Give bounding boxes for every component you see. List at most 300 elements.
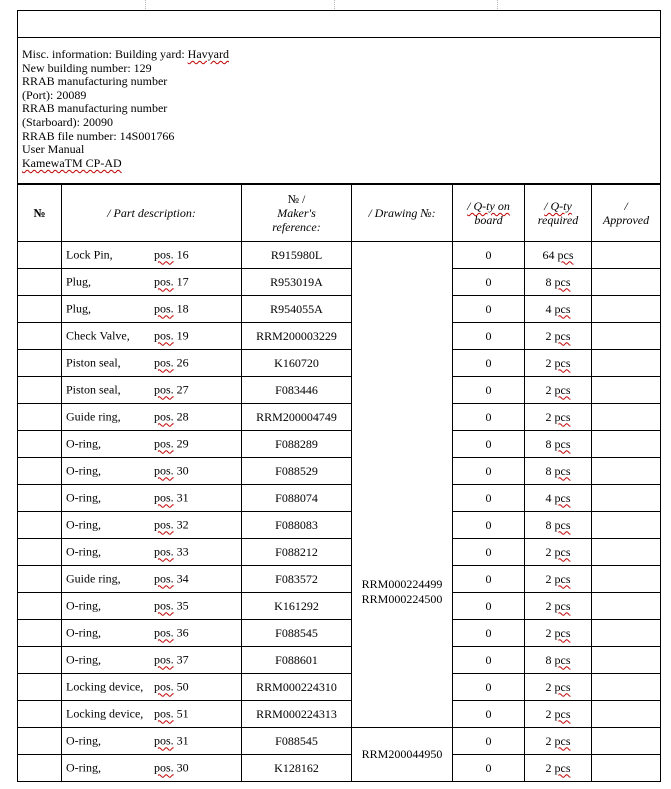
- maker-reference-cell: RRM000224313: [242, 701, 352, 728]
- info-line: RRAB file number: 14S001766: [22, 128, 175, 143]
- part-description-cell: [62, 755, 242, 782]
- info-line: User Manual: [22, 142, 85, 157]
- maker-reference-cell: F083572: [242, 566, 352, 593]
- qty-unit: pcs: [554, 760, 571, 775]
- qty-value: 2: [545, 760, 552, 775]
- qty-unit: pcs: [554, 436, 571, 451]
- table-row: [18, 512, 661, 539]
- qty-on-board-cell: 0: [453, 242, 525, 269]
- row-number-cell: [18, 539, 62, 566]
- maker-reference-cell: F088289: [242, 431, 352, 458]
- header-qty-board-line: / Q-ty on: [467, 199, 510, 213]
- qty-value: 2: [545, 571, 552, 586]
- pos-number: 33: [173, 544, 189, 559]
- table-row: [18, 674, 661, 701]
- qty-on-board-cell: 0: [453, 296, 525, 323]
- approved-cell: [592, 323, 661, 350]
- row-number-cell: [18, 512, 62, 539]
- part-position: [154, 410, 189, 425]
- part-position: [154, 302, 189, 317]
- qty-value: 4: [545, 301, 552, 316]
- part-position: [154, 734, 189, 749]
- qty-unit: pcs: [554, 598, 571, 613]
- qty-on-board-cell: 0: [453, 485, 525, 512]
- approved-cell: [592, 539, 661, 566]
- part-position: [154, 518, 189, 533]
- qty-unit: pcs: [554, 409, 571, 424]
- column-guide: [497, 0, 498, 9]
- part-position: [154, 680, 189, 695]
- header-qty-on-board: [453, 185, 525, 242]
- pos-label: pos.: [154, 355, 174, 370]
- maker-reference-cell: F088529: [242, 458, 352, 485]
- row-number-cell: [18, 755, 62, 782]
- qty-value: 4: [545, 490, 552, 505]
- row-number-cell: [18, 566, 62, 593]
- pos-number: 31: [173, 733, 189, 748]
- qty-value: 8: [545, 652, 552, 667]
- pos-number: 29: [173, 436, 189, 451]
- maker-reference-cell: F088074: [242, 485, 352, 512]
- part-name: O-ring,: [66, 517, 101, 532]
- qty-required-cell: [525, 296, 592, 323]
- qty-on-board-cell: 0: [453, 458, 525, 485]
- part-name: O-ring,: [66, 490, 101, 505]
- row-number-cell: [18, 728, 62, 755]
- table-row: [18, 647, 661, 674]
- maker-reference-cell: F083446: [242, 377, 352, 404]
- approved-cell: [592, 755, 661, 782]
- part-description-cell: [62, 296, 242, 323]
- qty-on-board-cell: 0: [453, 404, 525, 431]
- row-number-cell: [18, 593, 62, 620]
- header-ref-line: reference:: [272, 220, 321, 234]
- qty-required-cell: [525, 458, 592, 485]
- part-name: O-ring,: [66, 436, 101, 451]
- qty-on-board-cell: 0: [453, 674, 525, 701]
- qty-on-board-cell: 0: [453, 431, 525, 458]
- part-name: O-ring,: [66, 598, 101, 613]
- pos-number: 28: [173, 409, 189, 424]
- qty-value: 2: [545, 382, 552, 397]
- part-position: [154, 626, 189, 641]
- part-description-cell: [62, 512, 242, 539]
- drawing-number-cell: [352, 458, 453, 728]
- qty-value: 2: [545, 544, 552, 559]
- approved-cell: [592, 404, 661, 431]
- info-label: Misc. information: Building yard:: [22, 47, 188, 61]
- part-name: O-ring,: [66, 625, 101, 640]
- top-strip: [17, 0, 660, 9]
- qty-required-cell: [525, 323, 592, 350]
- table-row: [18, 539, 661, 566]
- table-row: [18, 458, 661, 485]
- part-name: O-ring,: [66, 463, 101, 478]
- pos-number: 30: [173, 760, 189, 775]
- maker-reference-cell: F088212: [242, 539, 352, 566]
- info-line: (Starboard): 20090: [22, 114, 113, 129]
- part-description-cell: [62, 539, 242, 566]
- approved-cell: [592, 674, 661, 701]
- row-number-cell: [18, 485, 62, 512]
- part-position: [154, 707, 189, 722]
- part-position: [154, 248, 189, 263]
- header-approved-line: Approved: [602, 213, 650, 227]
- qty-unit: pcs: [554, 544, 571, 559]
- pos-label: pos.: [154, 274, 174, 289]
- pos-label: pos.: [154, 517, 174, 532]
- pos-number: 30: [173, 463, 189, 478]
- pos-label: pos.: [154, 679, 174, 694]
- header-qty-req-line: / Q-ty: [544, 199, 572, 213]
- row-number-cell: [18, 431, 62, 458]
- header-drawing-number: / Drawing №:: [352, 185, 453, 242]
- approved-cell: [592, 485, 661, 512]
- approved-cell: [592, 728, 661, 755]
- approved-cell: [592, 377, 661, 404]
- qty-unit: pcs: [554, 328, 571, 343]
- qty-unit: pcs: [557, 247, 574, 262]
- approved-cell: [592, 566, 661, 593]
- part-description-cell: [62, 269, 242, 296]
- part-description-cell: [62, 242, 242, 269]
- qty-value: 2: [545, 706, 552, 721]
- part-position: [154, 491, 189, 506]
- table-row: [18, 485, 661, 512]
- part-description-cell: [62, 377, 242, 404]
- qty-on-board-cell: 0: [453, 377, 525, 404]
- pos-label: pos.: [154, 490, 174, 505]
- qty-on-board-cell: 0: [453, 593, 525, 620]
- header-part-description: / Part description:: [62, 185, 242, 242]
- approved-cell: [592, 350, 661, 377]
- approved-cell: [592, 512, 661, 539]
- part-position: [154, 383, 189, 398]
- qty-unit: pcs: [554, 733, 571, 748]
- qty-value: 2: [545, 679, 552, 694]
- part-description-cell: [62, 458, 242, 485]
- row-number-cell: [18, 242, 62, 269]
- approved-cell: [592, 593, 661, 620]
- pos-number: 27: [173, 382, 189, 397]
- pos-label: pos.: [154, 436, 174, 451]
- pos-label: pos.: [154, 328, 174, 343]
- qty-value: 64: [542, 247, 555, 262]
- table-row: [18, 377, 661, 404]
- pos-label: pos.: [154, 409, 174, 424]
- part-name: O-ring,: [66, 652, 101, 667]
- qty-on-board-cell: 0: [453, 620, 525, 647]
- maker-reference-cell: RRM000224310: [242, 674, 352, 701]
- qty-required-cell: [525, 593, 592, 620]
- part-position: [154, 275, 189, 290]
- pos-label: pos.: [154, 463, 174, 478]
- part-position: [154, 761, 189, 776]
- pos-number: 51: [173, 706, 189, 721]
- qty-required-cell: [525, 701, 592, 728]
- part-name: O-ring,: [66, 544, 101, 559]
- drawing-number: RRM000224500: [361, 592, 443, 607]
- header-approved-line: /: [624, 199, 628, 213]
- pos-number: 26: [173, 355, 189, 370]
- info-line: New building number: 129: [22, 60, 152, 75]
- qty-value: 2: [545, 733, 552, 748]
- drawing-number: RRM200044950: [361, 747, 443, 761]
- qty-required-cell: [525, 377, 592, 404]
- info-line: [22, 48, 229, 62]
- part-position: [154, 464, 189, 479]
- table-row: [18, 728, 661, 755]
- maker-reference-cell: R953019A: [242, 269, 352, 296]
- header-approved: [592, 185, 661, 242]
- part-position: [154, 545, 189, 560]
- maker-reference-cell: R954055A: [242, 296, 352, 323]
- maker-reference-cell: RRM200003229: [242, 323, 352, 350]
- header-ref-line: № /: [287, 192, 306, 206]
- qty-on-board-cell: 0: [453, 539, 525, 566]
- approved-cell: [592, 296, 661, 323]
- maker-reference-cell: K160720: [242, 350, 352, 377]
- part-description-cell: [62, 701, 242, 728]
- maker-reference-cell: F088601: [242, 647, 352, 674]
- table-row: [18, 566, 661, 593]
- part-name: Piston seal,: [66, 355, 121, 370]
- row-number-cell: [18, 350, 62, 377]
- drawing-number-cell: [352, 242, 453, 458]
- qty-required-cell: [525, 674, 592, 701]
- part-name: Piston seal,: [66, 382, 121, 397]
- row-number-cell: [18, 269, 62, 296]
- pos-label: pos.: [154, 571, 174, 586]
- info-line: (Port): 20089: [22, 87, 87, 102]
- part-description-cell: [62, 647, 242, 674]
- building-yard: Havyard: [187, 47, 229, 61]
- pos-label: pos.: [154, 760, 174, 775]
- part-description-cell: [62, 431, 242, 458]
- pos-number: 36: [173, 625, 189, 640]
- part-position: [154, 329, 189, 344]
- header-qty-required: [525, 185, 592, 242]
- parts-table: [17, 184, 661, 782]
- drawing-number-cell: [352, 728, 453, 782]
- qty-required-cell: [525, 566, 592, 593]
- pos-number: 35: [173, 598, 189, 613]
- qty-required-cell: [525, 350, 592, 377]
- pos-label: pos.: [154, 652, 174, 667]
- table-row: [18, 755, 661, 782]
- qty-on-board-cell: 0: [453, 755, 525, 782]
- qty-unit: pcs: [554, 301, 571, 316]
- approved-cell: [592, 431, 661, 458]
- part-position: [154, 437, 189, 452]
- part-description-cell: [62, 674, 242, 701]
- pos-label: pos.: [154, 544, 174, 559]
- pos-number: 50: [173, 679, 189, 694]
- header-row: [18, 185, 661, 242]
- qty-required-cell: [525, 647, 592, 674]
- column-guide: [334, 0, 335, 9]
- qty-unit: pcs: [554, 679, 571, 694]
- qty-on-board-cell: 0: [453, 701, 525, 728]
- info-line: RRAB manufacturing number: [22, 74, 168, 89]
- part-name: Guide ring,: [66, 571, 121, 586]
- part-name: Guide ring,: [66, 409, 121, 424]
- part-name: Plug,: [66, 274, 92, 289]
- part-description-cell: [62, 593, 242, 620]
- part-description-cell: [62, 728, 242, 755]
- part-name: Lock Pin,: [66, 247, 113, 262]
- qty-unit: pcs: [554, 490, 571, 505]
- header-qty-board-line: board: [474, 213, 503, 227]
- part-description-cell: [62, 350, 242, 377]
- part-name: O-ring,: [66, 760, 101, 775]
- info-line: RRAB manufacturing number: [22, 101, 168, 116]
- row-number-cell: [18, 458, 62, 485]
- qty-unit: pcs: [554, 706, 571, 721]
- part-description-cell: [62, 323, 242, 350]
- maker-reference-cell: F088545: [242, 728, 352, 755]
- qty-unit: pcs: [554, 274, 571, 289]
- qty-required-cell: [525, 431, 592, 458]
- part-description-cell: [62, 404, 242, 431]
- maker-reference-cell: F088083: [242, 512, 352, 539]
- pos-number: 32: [173, 517, 189, 532]
- qty-value: 2: [545, 625, 552, 640]
- part-position: [154, 653, 189, 668]
- part-position: [154, 599, 189, 614]
- row-number-cell: [18, 647, 62, 674]
- qty-unit: pcs: [554, 463, 571, 478]
- qty-required-cell: [525, 242, 592, 269]
- pos-label: pos.: [154, 598, 174, 613]
- qty-value: 2: [545, 355, 552, 370]
- header-maker-reference: [242, 185, 352, 242]
- qty-on-board-cell: 0: [453, 323, 525, 350]
- pos-label: pos.: [154, 733, 174, 748]
- table-row: [18, 296, 661, 323]
- maker-reference-cell: RRM200004749: [242, 404, 352, 431]
- part-position: [154, 572, 189, 587]
- qty-required-cell: [525, 539, 592, 566]
- row-number-cell: [18, 323, 62, 350]
- row-number-cell: [18, 620, 62, 647]
- qty-unit: pcs: [554, 517, 571, 532]
- part-description-cell: [62, 485, 242, 512]
- qty-required-cell: [525, 728, 592, 755]
- blank-header-box: [17, 10, 661, 38]
- drawing-number: RRM000224499: [361, 577, 443, 592]
- part-name: Plug,: [66, 301, 92, 316]
- qty-required-cell: [525, 620, 592, 647]
- qty-value: 8: [545, 463, 552, 478]
- qty-on-board-cell: 0: [453, 728, 525, 755]
- qty-on-board-cell: 0: [453, 269, 525, 296]
- table-row: [18, 404, 661, 431]
- header-qty-req-line: required: [537, 213, 579, 227]
- table-row: [18, 620, 661, 647]
- qty-on-board-cell: 0: [453, 566, 525, 593]
- qty-on-board-cell: 0: [453, 647, 525, 674]
- row-number-cell: [18, 404, 62, 431]
- table-row: [18, 701, 661, 728]
- qty-value: 8: [545, 517, 552, 532]
- part-name: Locking device,: [66, 679, 144, 694]
- approved-cell: [592, 458, 661, 485]
- pos-number: 17: [173, 274, 189, 289]
- row-number-cell: [18, 377, 62, 404]
- qty-value: 8: [545, 274, 552, 289]
- part-position: [154, 356, 189, 371]
- row-number-cell: [18, 296, 62, 323]
- approved-cell: [592, 620, 661, 647]
- qty-required-cell: [525, 485, 592, 512]
- qty-unit: pcs: [554, 652, 571, 667]
- part-description-cell: [62, 566, 242, 593]
- qty-on-board-cell: 0: [453, 512, 525, 539]
- pos-label: pos.: [154, 247, 174, 262]
- pos-number: 34: [173, 571, 189, 586]
- misc-info-box: [17, 37, 661, 184]
- column-guide: [145, 0, 146, 9]
- approved-cell: [592, 647, 661, 674]
- qty-required-cell: [525, 755, 592, 782]
- pos-number: 19: [173, 328, 189, 343]
- part-name: Locking device,: [66, 706, 144, 721]
- maker-reference-cell: R915980L: [242, 242, 352, 269]
- table-row: [18, 323, 661, 350]
- header-ref-line: Maker's: [277, 206, 316, 220]
- pos-number: 31: [173, 490, 189, 505]
- table-row: [18, 431, 661, 458]
- approved-cell: [592, 269, 661, 296]
- maker-reference-cell: K161292: [242, 593, 352, 620]
- pos-label: pos.: [154, 706, 174, 721]
- qty-unit: pcs: [554, 625, 571, 640]
- part-description-cell: [62, 620, 242, 647]
- part-name: O-ring,: [66, 733, 101, 748]
- pos-label: pos.: [154, 625, 174, 640]
- qty-value: 2: [545, 328, 552, 343]
- qty-unit: pcs: [554, 571, 571, 586]
- qty-unit: pcs: [554, 382, 571, 397]
- header-number: №: [18, 185, 62, 242]
- qty-required-cell: [525, 269, 592, 296]
- qty-on-board-cell: 0: [453, 350, 525, 377]
- approved-cell: [592, 242, 661, 269]
- table-row: [18, 242, 661, 269]
- pos-label: pos.: [154, 301, 174, 316]
- table-row: [18, 350, 661, 377]
- qty-value: 2: [545, 598, 552, 613]
- maker-reference-cell: F088545: [242, 620, 352, 647]
- qty-value: 2: [545, 409, 552, 424]
- qty-unit: pcs: [554, 355, 571, 370]
- table-row: [18, 269, 661, 296]
- pos-number: 16: [173, 247, 189, 262]
- misc-info-text: [22, 48, 229, 170]
- qty-required-cell: [525, 404, 592, 431]
- approved-cell: [592, 701, 661, 728]
- row-number-cell: [18, 674, 62, 701]
- row-number-cell: [18, 701, 62, 728]
- pos-number: 37: [173, 652, 189, 667]
- maker-reference-cell: K128162: [242, 755, 352, 782]
- qty-required-cell: [525, 512, 592, 539]
- pos-label: pos.: [154, 382, 174, 397]
- table-row: [18, 593, 661, 620]
- info-line: KamewaTM CP-AD: [22, 155, 122, 170]
- qty-value: 8: [545, 436, 552, 451]
